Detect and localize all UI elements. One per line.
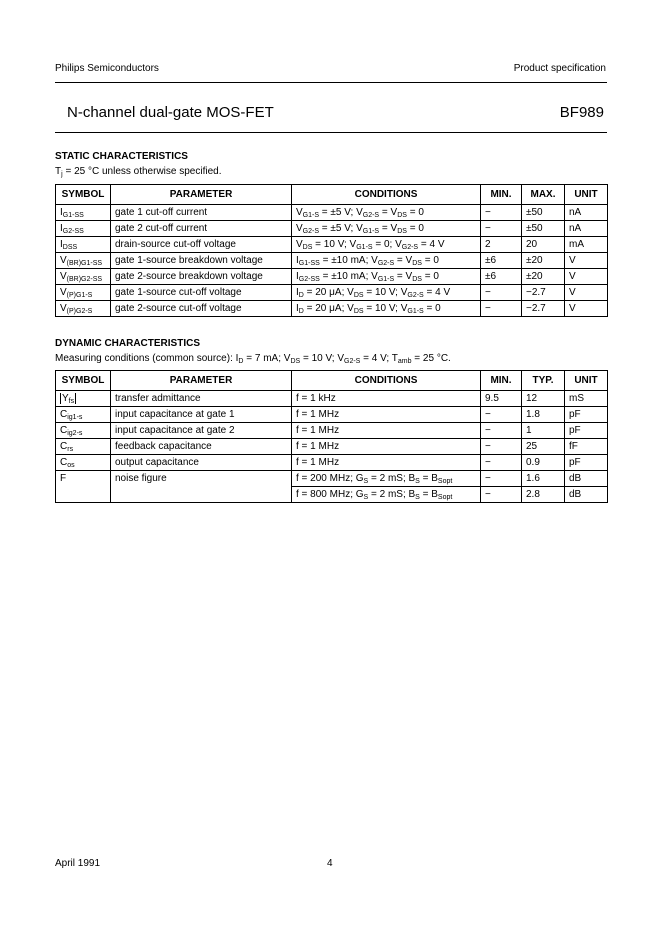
typ-cell: 1.8 (522, 407, 565, 423)
conditions-cell: f = 1 MHz (292, 407, 481, 423)
dynamic-section-title: DYNAMIC CHARACTERISTICS (55, 338, 200, 349)
unit-cell: pF (565, 407, 608, 423)
max-cell: ±20 (522, 269, 565, 285)
symbol-cell (56, 487, 111, 503)
unit-cell: V (565, 269, 608, 285)
header-rule (55, 82, 607, 83)
symbol-cell: $V_{(BR)G1-SS}$ (56, 253, 111, 269)
unit-cell: nA (565, 221, 608, 237)
col-header: SYMBOL (56, 371, 111, 391)
col-header: MAX. (522, 185, 565, 205)
min-cell: 2 (481, 237, 522, 253)
table-row (56, 471, 608, 487)
table-row (56, 391, 608, 407)
conditions-cell: $V_{G2-S} = \pm 5$ V; $V_{G1-S} = V_{DS} = 0$ (292, 221, 481, 237)
table-row (56, 407, 608, 423)
conditions-cell: $I_D = 20$ μA; $V_{DS} = 10$ V; $V_{G2-S} = 4$ V (292, 285, 481, 301)
min-cell: ±6 (481, 269, 522, 285)
conditions-cell: f = 200 MHz; $G_S = 2$ mS; $B_S = B_{Sopt}$ (292, 471, 481, 487)
parameter-cell: input capacitance at gate 1 (111, 407, 292, 423)
min-cell: − (481, 301, 522, 317)
min-cell: 9.5 (481, 391, 522, 407)
symbol-cell (56, 391, 111, 407)
col-header: CONDITIONS (292, 185, 481, 205)
parameter-cell: gate 2-source breakdown voltage (111, 269, 292, 285)
parameter-cell (111, 487, 292, 503)
col-header: SYMBOL (56, 185, 111, 205)
unit-cell: dB (565, 471, 608, 487)
min-cell: − (481, 471, 522, 487)
parameter-cell: drain-source cut-off voltage (111, 237, 292, 253)
min-cell: − (481, 205, 522, 221)
typ-cell: 0.9 (522, 455, 565, 471)
max-cell: −2.7 (522, 285, 565, 301)
symbol-cell: $I_{DSS}$ (56, 237, 111, 253)
parameter-cell: noise figure (111, 471, 292, 487)
conditions-cell: $V_{DS} = 10$ V; $V_{G1-S} = 0$; $V_{G2-S} = 4$ V (292, 237, 481, 253)
unit-cell: dB (565, 487, 608, 503)
symbol-cell: $I_{G1-SS}$ (56, 205, 111, 221)
conditions-cell: f = 1 MHz (292, 423, 481, 439)
conditions-cell: f = 1 MHz (292, 455, 481, 471)
table-row (56, 423, 608, 439)
parameter-cell: transfer admittance (111, 391, 292, 407)
unit-cell: mA (565, 237, 608, 253)
typ-cell: 12 (522, 391, 565, 407)
table-row (56, 205, 608, 221)
table-row (56, 487, 608, 503)
table-row (56, 455, 608, 471)
symbol-cell: $C_{ig1-s}$ (56, 407, 111, 423)
title-rule (55, 132, 607, 133)
max-cell: ±50 (522, 221, 565, 237)
table-row (56, 439, 608, 455)
min-cell: − (481, 285, 522, 301)
table-row (56, 285, 608, 301)
min-cell: − (481, 439, 522, 455)
conditions-cell: f = 1 kHz (292, 391, 481, 407)
unit-cell: pF (565, 423, 608, 439)
max-cell: 20 (522, 237, 565, 253)
symbol-cell: $I_{G2-SS}$ (56, 221, 111, 237)
static-section-title: STATIC CHARACTERISTICS (55, 151, 188, 162)
conditions-cell: $V_{G1-S} = \pm 5$ V; $V_{G2-S} = V_{DS} = 0$ (292, 205, 481, 221)
min-cell: − (481, 423, 522, 439)
unit-cell: V (565, 301, 608, 317)
unit-cell: V (565, 285, 608, 301)
conditions-cell: $I_{G2-SS} = \pm 10$ mA; $V_{G1-S} = V_{DS} = 0$ (292, 269, 481, 285)
parameter-cell: input capacitance at gate 2 (111, 423, 292, 439)
table-row (56, 253, 608, 269)
table-row (56, 269, 608, 285)
document-type: Product specification (513, 63, 606, 74)
unit-cell: V (565, 253, 608, 269)
symbol-cell: $C_{ig2-s}$ (56, 423, 111, 439)
min-cell: − (481, 221, 522, 237)
max-cell: ±20 (522, 253, 565, 269)
max-cell: ±50 (522, 205, 565, 221)
col-header: UNIT (565, 371, 608, 391)
parameter-cell: gate 1-source cut-off voltage (111, 285, 292, 301)
typ-cell: 1.6 (522, 471, 565, 487)
typ-cell: 25 (522, 439, 565, 455)
typ-cell: 2.8 (522, 487, 565, 503)
symbol-cell: F (56, 471, 111, 487)
parameter-cell: gate 1-source breakdown voltage (111, 253, 292, 269)
parameter-cell: gate 2 cut-off current (111, 221, 292, 237)
dynamic-section-note: Measuring conditions (common source): $I_D = 7$ mA; $V_{DS} = 10$ V; $V_{G2-S} = 4$ V; $T_{amb} = 25$ °C. (55, 353, 451, 365)
symbol-cell: $V_{(P)G2-S}$ (56, 301, 111, 317)
unit-cell: mS (565, 391, 608, 407)
col-header: CONDITIONS (292, 371, 481, 391)
typ-cell: 1 (522, 423, 565, 439)
col-header: TYP. (522, 371, 565, 391)
conditions-cell: $I_{G1-SS} = \pm 10$ mA; $V_{G2-S} = V_{DS} = 0$ (292, 253, 481, 269)
symbol-cell: $C_{os}$ (56, 455, 111, 471)
document-title: N-channel dual-gate MOS-FET (67, 104, 274, 121)
min-cell: − (481, 487, 522, 503)
part-number: BF989 (559, 104, 604, 121)
conditions-cell: f = 1 MHz (292, 439, 481, 455)
parameter-cell: gate 2-source cut-off voltage (111, 301, 292, 317)
col-header: PARAMETER (111, 185, 292, 205)
unit-cell: fF (565, 439, 608, 455)
col-header: PARAMETER (111, 371, 292, 391)
col-header: MIN. (481, 185, 522, 205)
static-section-note: $T_j = 25$ °C unless otherwise specified. (55, 166, 222, 178)
parameter-cell: gate 1 cut-off current (111, 205, 292, 221)
abs-symbol: $Y_{fs}$ (62, 393, 75, 405)
min-cell: − (481, 455, 522, 471)
max-cell: −2.7 (522, 301, 565, 317)
symbol-cell: $V_{(P)G1-S}$ (56, 285, 111, 301)
min-cell: − (481, 407, 522, 423)
parameter-cell: output capacitance (111, 455, 292, 471)
table-row (56, 221, 608, 237)
dynamic-characteristics-table (55, 370, 608, 503)
table-header-row (56, 371, 608, 391)
footer-date: April 1991 (55, 858, 101, 869)
conditions-cell: f = 800 MHz; $G_S = 2$ mS; $B_S = B_{Sopt}$ (292, 487, 481, 503)
static-characteristics-table (55, 184, 608, 317)
table-row (56, 301, 608, 317)
conditions-cell: $I_D = 20$ μA; $V_{DS} = 10$ V; $V_{G1-S} = 0$ (292, 301, 481, 317)
col-header: UNIT (565, 185, 608, 205)
table-header-row (56, 185, 608, 205)
symbol-cell: $V_{(BR)G2-SS}$ (56, 269, 111, 285)
page-number: 4 (327, 858, 333, 869)
parameter-cell: feedback capacitance (111, 439, 292, 455)
unit-cell: nA (565, 205, 608, 221)
min-cell: ±6 (481, 253, 522, 269)
company-name: Philips Semiconductors (55, 63, 159, 74)
col-header: MIN. (481, 371, 522, 391)
table-row (56, 237, 608, 253)
symbol-cell: $C_{rs}$ (56, 439, 111, 455)
unit-cell: pF (565, 455, 608, 471)
